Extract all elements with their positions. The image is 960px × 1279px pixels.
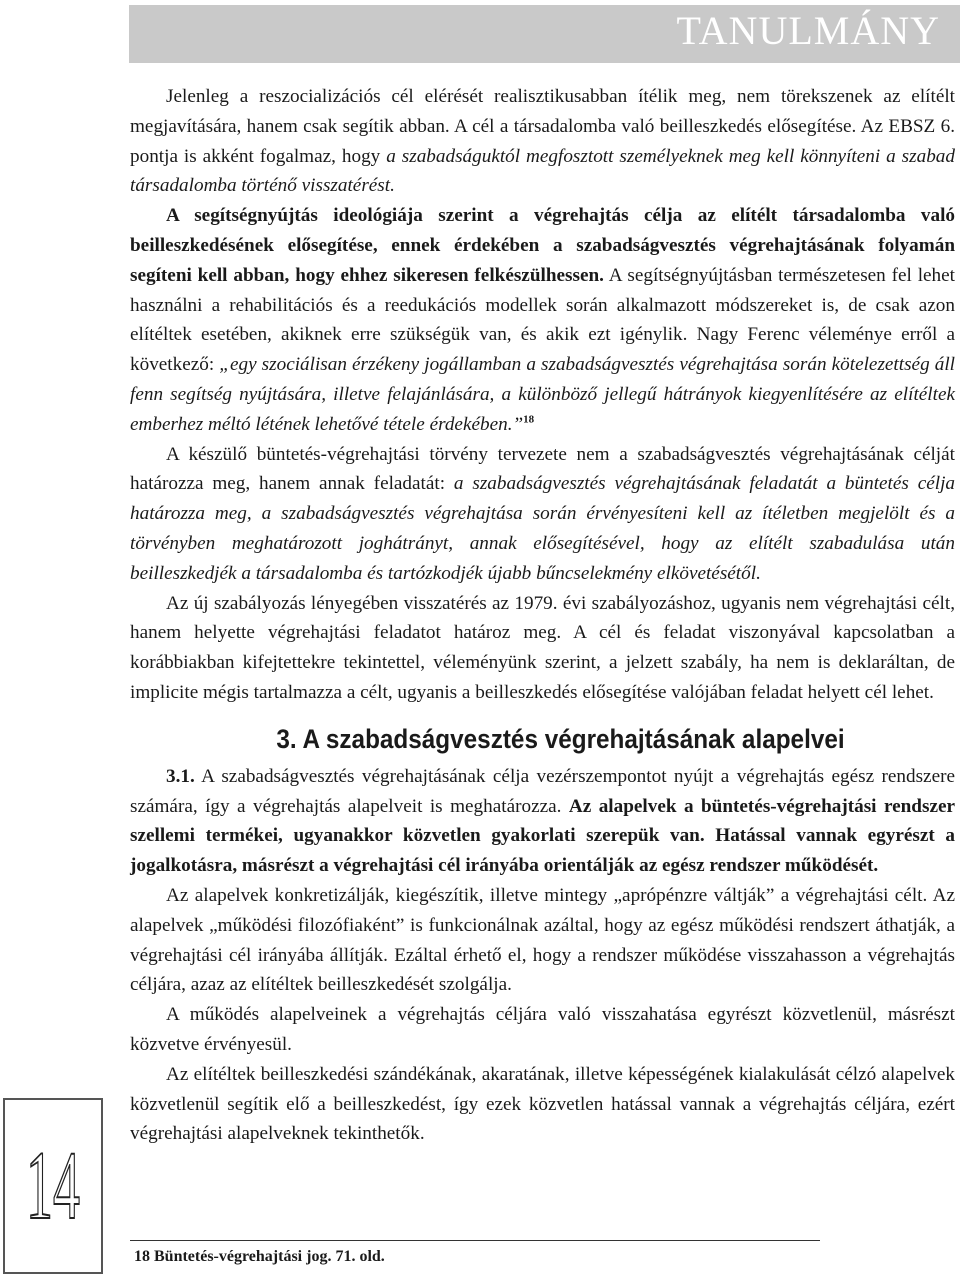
footnote-ref: 18	[523, 413, 535, 426]
paragraph-3: Az új szabályozás lényegében visszatérés az 1979. évi szabályozáshoz, ugyanis nem végrehajtási célt, hanem helyette végrehajtási feladatot határoz meg. A cél és feladat viszonyával kapcsolatban a korábbiakban kifejtettekre tekintettel, véleményünk szerint, a jelzett szabály, ha nem is deklaráltan, de implicite mégis tartalmazza a célt, ugyanis a beilleszkedés elősegítése valójában feladat helyett cél lehet.	[130, 592, 955, 703]
quote-italic: a szabadságuktól megfosztott személyeknek meg kell könnyíteni a szabad társadalomba történő visszatérést.	[130, 145, 955, 197]
text-run: A segítségnyújtásban természetesen fel lehet használni a rehabilitációs és a reedukációs modellek során alkalmazott módszereket is, de csak azon elítéltek esetében, akiknek erre szükségük van, és akik ezt igénylik. Nagy Ferenc véleménye erről a következő:	[130, 264, 955, 376]
text-run: A készülő büntetés-végrehajtási törvény tervezete nem a szabadságvesztés végrehajtásának célját határozza meg, hanem annak feladatát:	[130, 443, 955, 495]
emphasis-bold: Az alapelvek a büntetés-végrehajtási rendszer szellemi termékei, ugyanakkor közvetlen gyakorlati szerepük van. Hatással vannak egyrészt a jogalkotásra, másrészt a végrehajtási cél irányába orientálják az egész rendszer működését.	[130, 795, 955, 877]
section-heading: 3. A szabadságvesztés végrehajtásának alapelvei	[276, 723, 845, 754]
emphasis-bold: A segítségnyújtás ideológiája szerint a végrehajtás célja az elítélt társadalomba való beilleszkedésének elősegítése, ennek érdekében a szabadságvesztés végrehajtásának folyamán segíteni kell abban, hogy ehhez sikeresen felkészülhessen.	[130, 205, 955, 286]
text-run: Jelenleg a reszocializációs cél elérését realisztikusabban ítélik meg, nem törekszenek az elítélt megjavítására, hanem csak segítik abban. A cél a társadalomba való beilleszkedés elősegítése. Az EBSZ 6. pontja is akként fogalmaz, hogy	[130, 86, 955, 167]
paragraph-5: Az alapelvek konkretizálják, kiegészítik, illetve mintegy „aprópénzre váltják” a végrehajtási célt. Az alapelvek „működési filozófiaként” is funkcionálnak azáltal, hogy az egész működési rendszert áthatják, a végrehajtási cél irányába állítják. Ezáltal érhető el, hogy a rendszer működése visszahasson a végrehajtás céljára, azaz az elítéltek beilleszkedését szolgálja.	[130, 884, 955, 996]
paragraph-2	[130, 440, 955, 589]
footnote-divider	[130, 1240, 820, 1241]
section-title: TANULMÁNY	[676, 8, 940, 53]
section-number: 3.1.	[166, 765, 195, 787]
paragraph-7: Az elítéltek beilleszkedési szándékának, akaratának, illetve képességének kialakulását célzó alapelvek közvetlenül segítik elő a beilleszkedést, így ezek közvetlen hatással vannak a végrehajtás céljára, ezért végrehajtási alapelveknek tekinthetők.	[130, 1063, 955, 1145]
page-number: 14	[26, 1132, 80, 1240]
page-number-box	[3, 1098, 103, 1274]
quote-italic: a szabadságvesztés végrehajtásának feladatát a büntetés célja határozza meg, a szabadságvesztés végrehajtása során érvényesíteni kell az ítéletben megjelölt és a törvényben meghatározott joghátrányt, annak elősegítésével, hogy az elítélt szabadulása után beilleszkedjék a társadalomba és tartózkodjék újabb bűncselekmény elkövetésétől.	[130, 473, 956, 584]
article-body	[130, 82, 955, 1149]
paragraph-4	[130, 762, 955, 881]
paragraph-6: A működés alapelveinek a végrehajtás céljára való visszahatása egyrészt közvetlenül, másrészt közvetve érvényesül.	[130, 1004, 955, 1055]
header-bar	[129, 5, 960, 63]
paragraph-1	[130, 82, 955, 440]
text-run: A szabadságvesztés végrehajtásának célja vezérszempontot nyújt a végrehajtás egész rendszere számára, így a végrehajtás alapelveit is meghatározza.	[130, 765, 955, 817]
quote-italic: „egy szociálisan érzékeny jogállamban a szabadságvesztés végrehajtása során kötelezettség áll fenn segítség nyújtására, illetve felajánlására, a különböző jellegű hátrányok kiegyenlítésére az elítéltek emberhez méltó létének lehetővé tétele érdekében.”	[130, 354, 956, 435]
footnote: 18 Büntetés-végrehajtási jog. 71. old.	[134, 1248, 385, 1265]
